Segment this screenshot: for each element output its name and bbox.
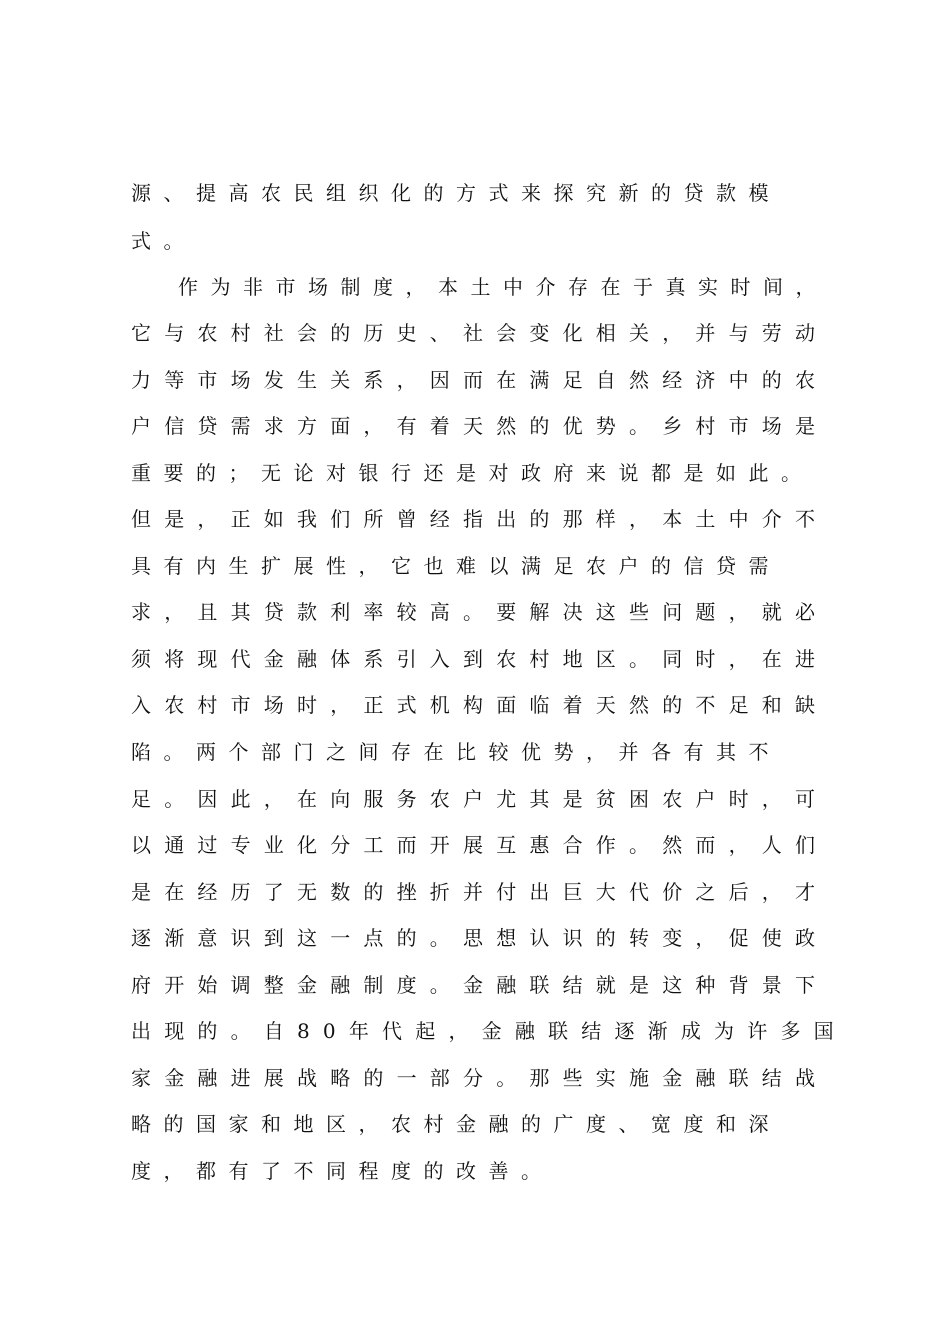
text-line: 足。因此，在向服务农户尤其是贫困农户时，可 [131,787,829,811]
text-line: 式。 [131,229,196,253]
text-line: 以通过专业化分工而开展互惠合作。然而，人们 [131,833,829,857]
text-line: 具有内生扩展性，它也难以满足农户的信贷需 [131,554,781,578]
text-line: 须将现代金融体系引入到农村地区。同时，在进 [131,647,829,671]
text-line: 度，都有了不同程度的改善。 [131,1159,554,1183]
text-line: 求，且其贷款利率较高。要解决这些问题，就必 [131,600,829,624]
text-line: 源、提高农民组织化的方式来探究新的贷款模 [131,181,781,205]
text-line: 出现的。自80年代起，金融联结逐渐成为许多国 [131,1019,847,1043]
text-line: 但是，正如我们所曾经指出的那样，本土中介不 [131,507,829,531]
text-line: 力等市场发生关系，因而在满足自然经济中的农 [131,368,829,392]
text-line: 户信贷需求方面，有着天然的优势。乡村市场是 [131,414,829,438]
text-line: 府开始调整金融制度。金融联结就是这种背景下 [131,973,829,997]
text-line: 重要的；无论对银行还是对政府来说都是如此。 [131,461,814,485]
text-line: 入农村市场时，正式机构面临着天然的不足和缺 [131,693,829,717]
text-line: 陷。两个部门之间存在比较优势，并各有其不 [131,740,781,764]
text-line: 是在经历了无数的挫折并付出巨大代价之后，才 [131,880,829,904]
text-line: 作为非市场制度，本土中介存在于真实时间， [178,275,828,299]
text-line: 略的国家和地区，农村金融的广度、宽度和深 [131,1112,781,1136]
text-line: 逐渐意识到这一点的。思想认识的转变，促使政 [131,926,829,950]
text-line: 家金融进展战略的一部分。那些实施金融联结战 [131,1066,829,1090]
text-line: 它与农村社会的历史、社会变化相关，并与劳动 [131,321,829,345]
